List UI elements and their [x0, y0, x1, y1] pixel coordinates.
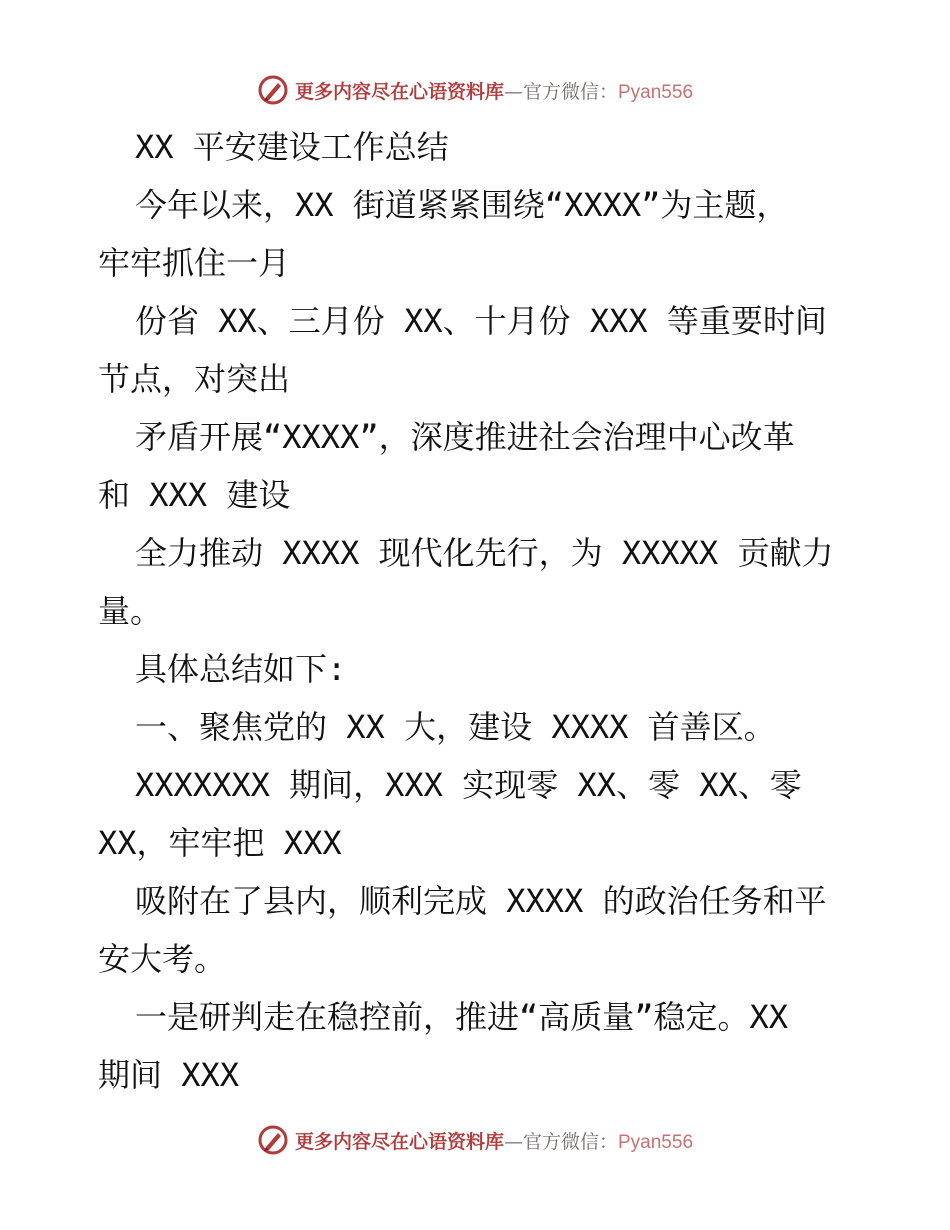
- document-line: 安大考。: [98, 940, 227, 978]
- document-line: 一、聚焦党的 XX 大，建设 XXXX 首善区。: [135, 708, 776, 746]
- document-line: 牢牢抓住一月: [98, 244, 291, 282]
- document-line: 全力推动 XXXX 现代化先行，为 XXXXX 贡献力: [135, 534, 834, 572]
- watermark-banner-bottom: [0, 1120, 950, 1160]
- pen-logo-icon: [257, 1124, 289, 1156]
- watermark-banner-top: [0, 70, 950, 110]
- document-body: [98, 118, 858, 1104]
- document-line: 具体总结如下:: [135, 650, 347, 688]
- document-line: 今年以来，XX 街道紧紧围绕“XXXX”为主题，: [135, 186, 789, 224]
- document-line: 份省 XX、三月份 XX、十月份 XXX 等重要时间: [135, 302, 827, 340]
- watermark-text: 更多内容尽在心语资料库—官方微信：Pyan556: [294, 80, 694, 103]
- document-line: 期间 XXX: [98, 1056, 240, 1094]
- pen-logo-icon: [257, 74, 289, 106]
- document-line: XXXXXXX 期间，XXX 实现零 XX、零 XX、零: [135, 766, 802, 804]
- document-line: XX 平安建设工作总结: [135, 128, 449, 166]
- document-line: 节点，对突出: [98, 360, 291, 398]
- document-line: 量。: [98, 592, 163, 630]
- document-line: 矛盾开展“XXXX”，深度推进社会治理中心改革: [135, 418, 795, 456]
- watermark-text: 更多内容尽在心语资料库—官方微信：Pyan556: [294, 1130, 694, 1153]
- document-line: 一是研判走在稳控前，推进“高质量”稳定。XX: [135, 998, 789, 1036]
- document-line: XX，牢牢把 XXX: [98, 824, 342, 862]
- document-line: 和 XXX 建设: [98, 476, 291, 514]
- document-line: 吸附在了县内，顺利完成 XXXX 的政治任务和平: [135, 882, 827, 920]
